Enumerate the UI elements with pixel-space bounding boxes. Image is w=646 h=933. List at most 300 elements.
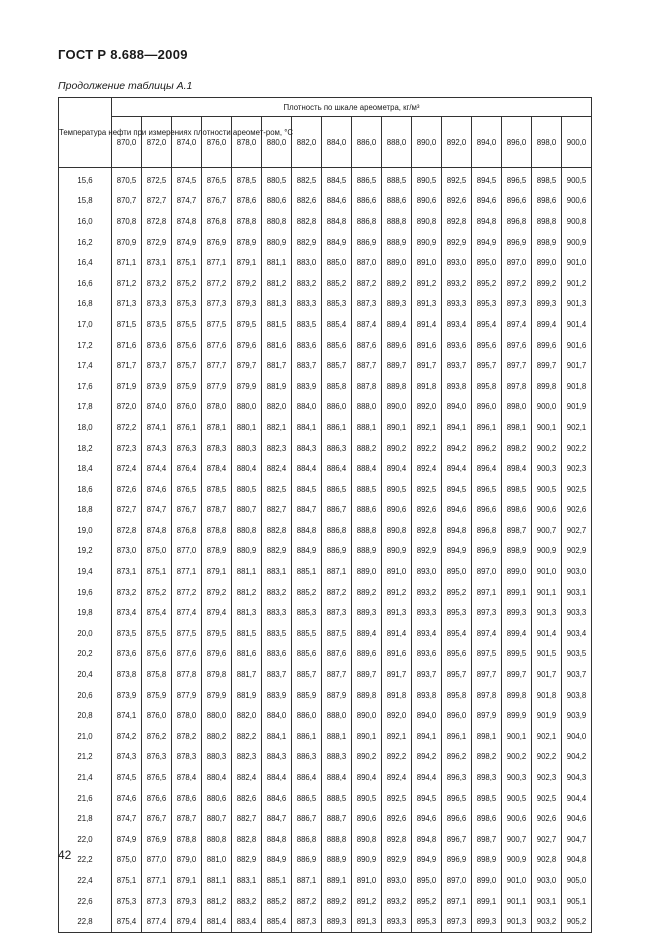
column-header: 884,0: [322, 117, 352, 168]
density-cell: 876,1: [172, 417, 202, 438]
density-cell: 882,5: [262, 479, 292, 500]
density-cell: 888,8: [382, 211, 412, 232]
density-cell: 905,1: [562, 891, 592, 912]
density-cell: 871,3: [112, 294, 142, 315]
density-cell: 896,1: [442, 726, 472, 747]
density-cell: 883,5: [262, 623, 292, 644]
density-cell: 875,5: [142, 623, 172, 644]
density-cell: 886,8: [352, 211, 382, 232]
density-cell: 900,2: [502, 747, 532, 768]
density-cell: 886,5: [352, 168, 382, 191]
density-cell: 895,7: [442, 664, 472, 685]
density-cell: 876,0: [172, 397, 202, 418]
density-cell: 902,2: [562, 438, 592, 459]
density-cell: 886,7: [292, 808, 322, 829]
density-cell: 894,8: [442, 520, 472, 541]
density-cell: 885,1: [262, 870, 292, 891]
density-cell: 900,8: [562, 211, 592, 232]
density-cell: 883,4: [232, 911, 262, 932]
density-cell: 873,2: [112, 582, 142, 603]
density-cell: 877,0: [172, 541, 202, 562]
density-cell: 873,1: [142, 252, 172, 273]
density-cell: 893,8: [442, 376, 472, 397]
density-cell: 898,0: [502, 397, 532, 418]
density-cell: 891,0: [352, 870, 382, 891]
temperature-cell: 18,0: [59, 417, 112, 438]
density-cell: 903,9: [562, 705, 592, 726]
density-cell: 890,9: [382, 541, 412, 562]
density-cell: 904,3: [562, 767, 592, 788]
density-cell: 891,7: [412, 355, 442, 376]
density-cell: 880,0: [202, 705, 232, 726]
temperature-cell: 16,8: [59, 294, 112, 315]
table-row: [59, 191, 592, 212]
temperature-cell: 18,6: [59, 479, 112, 500]
density-cell: 875,4: [112, 911, 142, 932]
density-cell: 900,5: [532, 479, 562, 500]
density-cell: 877,6: [172, 644, 202, 665]
density-cell: 892,6: [442, 191, 472, 212]
density-cell: 880,9: [232, 541, 262, 562]
table-caption: Продолжение таблицы А.1: [58, 80, 193, 92]
density-cell: 870,9: [112, 232, 142, 253]
density-cell: 895,0: [412, 870, 442, 891]
density-cell: 884,8: [292, 520, 322, 541]
density-cell: 882,8: [232, 829, 262, 850]
density-cell: 892,9: [382, 850, 412, 871]
density-cell: 889,8: [382, 376, 412, 397]
density-cell: 896,9: [442, 850, 472, 871]
temperature-cell: 20,8: [59, 705, 112, 726]
density-cell: 877,6: [202, 335, 232, 356]
density-cell: 878,7: [172, 808, 202, 829]
density-cell: 884,3: [262, 747, 292, 768]
density-cell: 897,1: [442, 891, 472, 912]
density-cell: 899,9: [502, 705, 532, 726]
density-cell: 902,9: [562, 541, 592, 562]
density-cell: 887,2: [352, 273, 382, 294]
density-cell: 889,0: [382, 252, 412, 273]
density-cell: 878,4: [202, 458, 232, 479]
density-cell: 891,4: [412, 314, 442, 335]
density-cell: 874,5: [172, 168, 202, 191]
density-cell: 888,1: [322, 726, 352, 747]
density-cell: 885,7: [322, 355, 352, 376]
density-cell: 879,1: [232, 252, 262, 273]
density-cell: 877,7: [202, 355, 232, 376]
density-cell: 884,0: [292, 397, 322, 418]
density-cell: 900,3: [532, 458, 562, 479]
density-cell: 872,5: [142, 168, 172, 191]
density-cell: 875,3: [112, 891, 142, 912]
density-cell: 878,9: [202, 541, 232, 562]
density-cell: 878,6: [232, 191, 262, 212]
density-cell: 873,5: [142, 314, 172, 335]
density-cell: 895,8: [472, 376, 502, 397]
density-cell: 900,7: [502, 829, 532, 850]
density-cell: 877,5: [172, 623, 202, 644]
density-cell: 903,1: [532, 891, 562, 912]
density-cell: 887,5: [322, 623, 352, 644]
density-cell: 872,6: [112, 479, 142, 500]
density-cell: 895,3: [472, 294, 502, 315]
table-row: [59, 850, 592, 871]
density-cell: 882,8: [292, 211, 322, 232]
density-cell: 897,3: [472, 602, 502, 623]
density-cell: 893,8: [412, 685, 442, 706]
density-cell: 896,9: [502, 232, 532, 253]
density-cell: 887,0: [352, 252, 382, 273]
temperature-cell: 18,8: [59, 500, 112, 521]
density-cell: 891,7: [382, 664, 412, 685]
density-cell: 883,7: [262, 664, 292, 685]
density-cell: 873,6: [142, 335, 172, 356]
density-cell: 884,4: [262, 767, 292, 788]
density-cell: 887,1: [322, 561, 352, 582]
table-header: [59, 98, 592, 168]
column-header: 878,0: [232, 117, 262, 168]
density-cell: 888,4: [322, 767, 352, 788]
density-cell: 884,1: [262, 726, 292, 747]
density-cell: 881,1: [262, 252, 292, 273]
density-cell: 870,8: [112, 211, 142, 232]
density-cell: 892,5: [382, 788, 412, 809]
density-cell: 902,5: [562, 479, 592, 500]
density-cell: 897,8: [502, 376, 532, 397]
density-cell: 875,1: [112, 870, 142, 891]
temperature-cell: 15,8: [59, 191, 112, 212]
temperature-cell: 17,0: [59, 314, 112, 335]
density-cell: 880,5: [262, 168, 292, 191]
density-cell: 901,1: [532, 582, 562, 603]
density-cell: 894,8: [472, 211, 502, 232]
density-cell: 903,2: [532, 911, 562, 932]
density-cell: 887,2: [292, 891, 322, 912]
density-cell: 892,1: [382, 726, 412, 747]
density-cell: 880,4: [232, 458, 262, 479]
density-cell: 879,6: [202, 644, 232, 665]
density-cell: 890,1: [352, 726, 382, 747]
table-row: [59, 458, 592, 479]
density-cell: 877,1: [172, 561, 202, 582]
density-cell: 890,4: [352, 767, 382, 788]
density-cell: 874,1: [112, 705, 142, 726]
density-cell: 878,4: [172, 767, 202, 788]
density-cell: 896,5: [442, 788, 472, 809]
density-cell: 872,4: [112, 458, 142, 479]
column-header: 886,0: [352, 117, 382, 168]
density-cell: 900,1: [532, 417, 562, 438]
table-row: [59, 623, 592, 644]
density-cell: 888,2: [352, 438, 382, 459]
density-cell: 875,0: [142, 541, 172, 562]
density-cell: 899,7: [502, 664, 532, 685]
density-cell: 901,8: [532, 685, 562, 706]
density-cell: 880,6: [262, 191, 292, 212]
density-cell: 898,7: [472, 829, 502, 850]
density-cell: 877,2: [202, 273, 232, 294]
density-cell: 903,1: [562, 582, 592, 603]
table-row: [59, 438, 592, 459]
density-cell: 900,9: [502, 850, 532, 871]
density-cell: 883,9: [262, 685, 292, 706]
temperature-cell: 17,8: [59, 397, 112, 418]
density-cell: 894,5: [412, 788, 442, 809]
density-cell: 892,9: [442, 232, 472, 253]
density-cell: 888,4: [352, 458, 382, 479]
density-cell: 889,7: [352, 664, 382, 685]
density-cell: 895,7: [472, 355, 502, 376]
density-cell: 890,6: [352, 808, 382, 829]
density-cell: 894,8: [412, 829, 442, 850]
density-cell: 892,5: [442, 168, 472, 191]
temperature-cell: 19,4: [59, 561, 112, 582]
density-cell: 876,2: [142, 726, 172, 747]
density-cell: 879,0: [172, 850, 202, 871]
density-cell: 880,8: [262, 211, 292, 232]
density-cell: 872,0: [112, 397, 142, 418]
density-cell: 897,4: [472, 623, 502, 644]
density-cell: 902,2: [532, 747, 562, 768]
temperature-cell: 21,2: [59, 747, 112, 768]
density-cell: 902,3: [562, 458, 592, 479]
temperature-cell: 19,0: [59, 520, 112, 541]
density-cell: 878,5: [232, 168, 262, 191]
density-cell: 901,5: [532, 644, 562, 665]
density-cell: 893,3: [442, 294, 472, 315]
density-cell: 876,6: [142, 788, 172, 809]
column-header: 876,0: [202, 117, 232, 168]
density-cell: 897,3: [442, 911, 472, 932]
density-cell: 903,0: [532, 870, 562, 891]
table-row: [59, 314, 592, 335]
density-cell: 872,8: [142, 211, 172, 232]
density-table: [58, 97, 592, 933]
table-row: [59, 829, 592, 850]
density-cell: 885,3: [292, 602, 322, 623]
temperature-cell: 22,0: [59, 829, 112, 850]
density-cell: 896,3: [442, 767, 472, 788]
table-row: [59, 664, 592, 685]
density-cell: 889,4: [352, 623, 382, 644]
density-cell: 874,9: [172, 232, 202, 253]
density-cell: 878,7: [202, 500, 232, 521]
density-cell: 876,3: [142, 747, 172, 768]
temperature-cell: 18,2: [59, 438, 112, 459]
density-cell: 886,4: [322, 458, 352, 479]
density-cell: 884,9: [322, 232, 352, 253]
density-cell: 884,7: [262, 808, 292, 829]
density-cell: 898,2: [502, 438, 532, 459]
column-header: 896,0: [502, 117, 532, 168]
density-cell: 893,6: [442, 335, 472, 356]
density-cell: 879,9: [232, 376, 262, 397]
density-cell: 892,0: [412, 397, 442, 418]
density-cell: 892,2: [382, 747, 412, 768]
density-cell: 883,6: [262, 644, 292, 665]
density-cell: 888,1: [352, 417, 382, 438]
density-cell: 897,4: [502, 314, 532, 335]
density-cell: 899,4: [502, 623, 532, 644]
density-cell: 888,5: [352, 479, 382, 500]
table-row: [59, 520, 592, 541]
density-cell: 880,8: [232, 520, 262, 541]
density-cell: 900,3: [502, 767, 532, 788]
table-row: [59, 376, 592, 397]
density-cell: 895,0: [442, 561, 472, 582]
density-cell: 873,3: [142, 294, 172, 315]
density-cell: 875,2: [172, 273, 202, 294]
density-cell: 872,2: [112, 417, 142, 438]
density-cell: 894,9: [472, 232, 502, 253]
density-cell: 875,0: [112, 850, 142, 871]
density-cell: 881,2: [232, 582, 262, 603]
density-cell: 875,5: [172, 314, 202, 335]
density-cell: 881,2: [202, 891, 232, 912]
density-cell: 874,2: [112, 726, 142, 747]
density-cell: 893,4: [412, 623, 442, 644]
density-cell: 877,8: [172, 664, 202, 685]
density-cell: 893,6: [412, 644, 442, 665]
document-header: ГОСТ Р 8.688—2009: [58, 47, 188, 62]
density-cell: 886,5: [322, 479, 352, 500]
density-cell: 878,5: [202, 479, 232, 500]
density-cell: 895,6: [442, 644, 472, 665]
density-cell: 903,8: [562, 685, 592, 706]
density-cell: 876,7: [142, 808, 172, 829]
density-cell: 895,2: [442, 582, 472, 603]
density-cell: 904,0: [562, 726, 592, 747]
density-cell: 891,2: [382, 582, 412, 603]
density-cell: 875,9: [172, 376, 202, 397]
density-cell: 889,3: [352, 602, 382, 623]
density-cell: 900,1: [502, 726, 532, 747]
density-cell: 884,8: [322, 211, 352, 232]
density-cell: 890,2: [352, 747, 382, 768]
density-cell: 882,0: [232, 705, 262, 726]
density-cell: 896,2: [442, 747, 472, 768]
density-cell: 890,5: [382, 479, 412, 500]
density-cell: 882,9: [232, 850, 262, 871]
density-cell: 893,2: [382, 891, 412, 912]
density-cell: 891,3: [352, 911, 382, 932]
density-cell: 901,2: [562, 273, 592, 294]
density-cell: 875,6: [172, 335, 202, 356]
density-cell: 899,6: [532, 335, 562, 356]
density-cell: 903,4: [562, 623, 592, 644]
density-cell: 873,9: [112, 685, 142, 706]
density-cell: 880,8: [202, 829, 232, 850]
density-cell: 893,2: [412, 582, 442, 603]
density-cell: 877,4: [172, 602, 202, 623]
density-cell: 879,7: [232, 355, 262, 376]
density-cell: 894,0: [412, 705, 442, 726]
density-cell: 882,7: [232, 808, 262, 829]
density-cell: 889,0: [352, 561, 382, 582]
density-cell: 898,5: [532, 168, 562, 191]
density-cell: 882,3: [262, 438, 292, 459]
density-cell: 872,3: [112, 438, 142, 459]
density-cell: 904,4: [562, 788, 592, 809]
density-cell: 884,6: [322, 191, 352, 212]
density-cell: 898,1: [472, 726, 502, 747]
density-cell: 871,2: [112, 273, 142, 294]
column-header: 882,0: [292, 117, 322, 168]
density-cell: 901,0: [562, 252, 592, 273]
density-cell: 881,3: [262, 294, 292, 315]
density-cell: 889,6: [352, 644, 382, 665]
column-header: 890,0: [412, 117, 442, 168]
density-cell: 887,3: [322, 602, 352, 623]
density-cell: 892,8: [442, 211, 472, 232]
density-cell: 892,8: [412, 520, 442, 541]
density-cell: 900,6: [562, 191, 592, 212]
density-cell: 891,3: [412, 294, 442, 315]
density-cell: 902,5: [532, 788, 562, 809]
density-cell: 894,5: [442, 479, 472, 500]
density-cell: 888,0: [352, 397, 382, 418]
density-cell: 889,4: [382, 314, 412, 335]
density-cell: 892,6: [412, 500, 442, 521]
temperature-cell: 19,8: [59, 602, 112, 623]
density-cell: 882,7: [262, 500, 292, 521]
column-header-row: [59, 117, 592, 168]
density-cell: 877,0: [142, 850, 172, 871]
density-cell: 897,5: [472, 644, 502, 665]
density-cell: 893,2: [442, 273, 472, 294]
density-cell: 892,2: [412, 438, 442, 459]
density-cell: 893,0: [412, 561, 442, 582]
density-cell: 883,2: [262, 582, 292, 603]
density-cell: 874,9: [112, 829, 142, 850]
density-cell: 885,6: [292, 644, 322, 665]
density-cell: 894,4: [442, 458, 472, 479]
density-cell: 883,3: [262, 602, 292, 623]
density-cell: 876,8: [202, 211, 232, 232]
density-cell: 888,5: [382, 168, 412, 191]
column-header: 892,0: [442, 117, 472, 168]
table-row: [59, 705, 592, 726]
density-cell: 886,9: [292, 850, 322, 871]
temperature-cell: 22,2: [59, 850, 112, 871]
density-cell: 901,9: [532, 705, 562, 726]
density-cell: 876,7: [202, 191, 232, 212]
density-cell: 885,8: [322, 376, 352, 397]
density-cell: 904,6: [562, 808, 592, 829]
density-cell: 877,3: [202, 294, 232, 315]
density-cell: 873,2: [142, 273, 172, 294]
density-cell: 881,1: [232, 561, 262, 582]
table-body: [59, 168, 592, 933]
density-cell: 881,2: [262, 273, 292, 294]
density-cell: 874,8: [172, 211, 202, 232]
density-cell: 882,8: [262, 520, 292, 541]
density-cell: 886,3: [292, 747, 322, 768]
density-cell: 903,3: [562, 602, 592, 623]
table-row: [59, 644, 592, 665]
density-cell: 875,7: [172, 355, 202, 376]
density-cell: 890,6: [382, 500, 412, 521]
density-cell: 883,9: [292, 376, 322, 397]
density-cell: 899,2: [532, 273, 562, 294]
table-row: [59, 294, 592, 315]
density-cell: 896,8: [502, 211, 532, 232]
density-cell: 888,6: [352, 500, 382, 521]
density-cell: 872,7: [112, 500, 142, 521]
temperature-cell: 18,4: [59, 458, 112, 479]
density-cell: 878,8: [172, 829, 202, 850]
density-cell: 881,9: [262, 376, 292, 397]
